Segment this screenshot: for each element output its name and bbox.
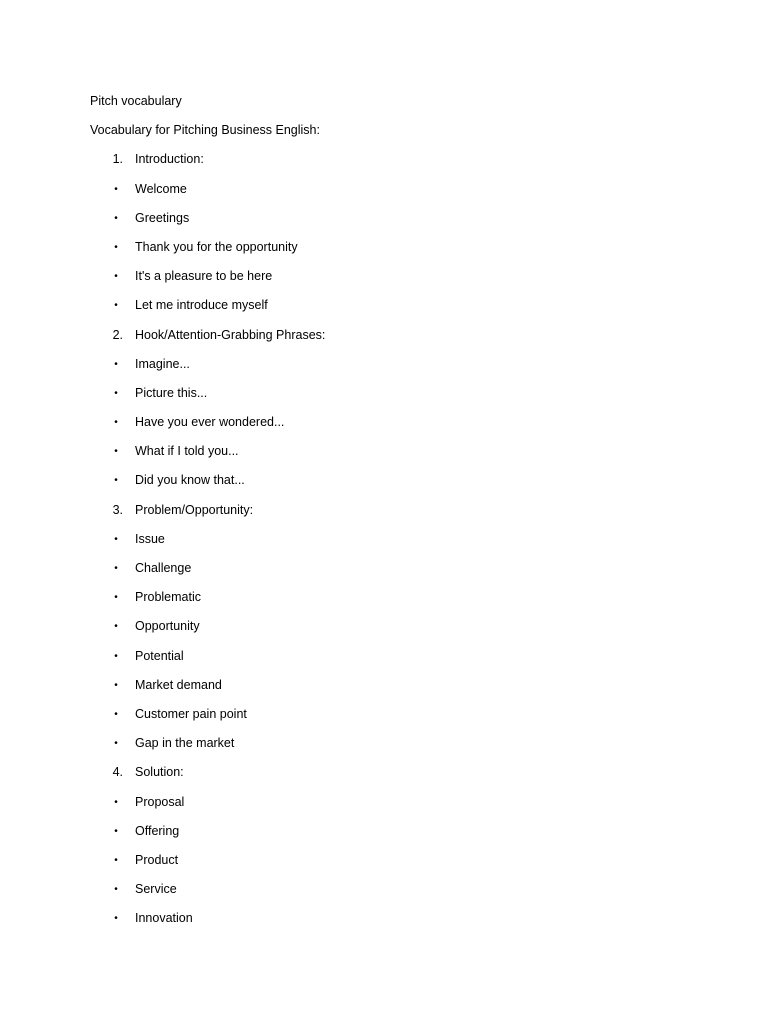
bullet-icon: • bbox=[114, 387, 118, 399]
bullet-icon: • bbox=[114, 475, 118, 487]
bullet-list-item bbox=[90, 617, 710, 636]
bullet-list-item bbox=[90, 530, 710, 549]
bullet-icon: • bbox=[114, 563, 118, 574]
list-item-text: Hook/Attention-Grabbing Phrases: bbox=[135, 327, 326, 342]
bullet-list-item bbox=[90, 180, 710, 199]
bullet-list-item bbox=[90, 880, 710, 899]
bullet-icon: • bbox=[114, 358, 118, 370]
list-item-text: Let me introduce myself bbox=[135, 298, 268, 313]
bullet-icon: • bbox=[114, 300, 118, 312]
bullet-list-item bbox=[90, 705, 710, 724]
numbered-list-item bbox=[90, 326, 710, 345]
bullet-icon: • bbox=[114, 650, 118, 662]
bullet-icon: • bbox=[114, 913, 118, 925]
bullet-list-item bbox=[90, 793, 710, 812]
bullet-icon: • bbox=[114, 708, 118, 720]
list-number: 1. bbox=[112, 152, 123, 167]
bullet-list-item bbox=[90, 851, 710, 870]
list-item-text: Potential bbox=[135, 648, 184, 663]
bullet-icon: • bbox=[114, 241, 118, 253]
bullet-list-item bbox=[90, 296, 710, 315]
bullet-list-item bbox=[90, 909, 710, 928]
bullet-list-item bbox=[90, 442, 710, 461]
list-item-text: Issue bbox=[135, 531, 165, 546]
list-number: 4. bbox=[112, 765, 123, 780]
list-item-text: Challenge bbox=[135, 561, 192, 575]
list-item-text: Proposal bbox=[135, 794, 185, 809]
document-subtitle: Vocabulary for Pitching Business English: bbox=[90, 123, 320, 138]
list-item-text: Have you ever wondered... bbox=[135, 415, 285, 430]
list-item-text: Problematic bbox=[135, 590, 201, 605]
bullet-icon: • bbox=[114, 417, 118, 429]
list-item-text: Gap in the market bbox=[135, 736, 235, 751]
list-item-text: Did you know that... bbox=[135, 473, 245, 488]
bullet-list-item bbox=[90, 734, 710, 753]
list-item-text: It's a pleasure to be here bbox=[135, 269, 273, 284]
bullet-icon: • bbox=[114, 533, 118, 545]
vocabulary-list bbox=[90, 150, 710, 928]
bullet-list-item bbox=[90, 647, 710, 666]
bullet-list-item bbox=[90, 559, 710, 578]
numbered-list-item bbox=[90, 501, 710, 520]
bullet-list-item bbox=[90, 355, 710, 374]
bullet-list-item bbox=[90, 209, 710, 228]
bullet-list-item bbox=[90, 676, 710, 695]
bullet-list-item bbox=[90, 588, 710, 607]
bullet-icon: • bbox=[114, 679, 118, 691]
document-title: Pitch vocabulary bbox=[90, 94, 182, 108]
bullet-icon: • bbox=[114, 738, 118, 750]
bullet-icon: • bbox=[114, 183, 118, 195]
bullet-list-item bbox=[90, 413, 710, 432]
bullet-list-item bbox=[90, 238, 710, 257]
bullet-icon: • bbox=[114, 825, 118, 837]
numbered-list-item bbox=[90, 150, 710, 169]
list-item-text: What if I told you... bbox=[135, 444, 239, 459]
bullet-list-item bbox=[90, 384, 710, 403]
list-item-text: Thank you for the opportunity bbox=[135, 239, 298, 254]
bullet-list-item bbox=[90, 471, 710, 490]
list-item-text: Problem/Opportunity: bbox=[135, 502, 254, 517]
bullet-icon: • bbox=[114, 271, 118, 283]
list-item-text: Market demand bbox=[135, 677, 222, 692]
bullet-icon: • bbox=[114, 621, 118, 633]
document-body bbox=[90, 92, 710, 938]
list-item-text: Solution: bbox=[135, 765, 184, 780]
bullet-icon: • bbox=[114, 854, 118, 866]
list-item-text: Product bbox=[135, 852, 179, 867]
list-item-text: Offering bbox=[135, 823, 180, 838]
bullet-list-item bbox=[90, 267, 710, 286]
bullet-icon: • bbox=[114, 446, 118, 458]
bullet-icon: • bbox=[114, 884, 118, 896]
list-item-text: Opportunity bbox=[135, 619, 200, 634]
bullet-icon: • bbox=[114, 796, 118, 808]
list-item-text: Greetings bbox=[135, 210, 190, 225]
list-number: 2. bbox=[112, 327, 123, 342]
list-item-text: Welcome bbox=[135, 181, 187, 196]
list-item-text: Imagine... bbox=[135, 356, 190, 371]
list-item-text: Service bbox=[135, 882, 177, 897]
list-number: 3. bbox=[112, 502, 123, 517]
numbered-list-item bbox=[90, 763, 710, 782]
list-item-text: Customer pain point bbox=[135, 706, 247, 721]
list-item-text: Innovation bbox=[135, 911, 193, 926]
list-item-text: Introduction: bbox=[135, 152, 204, 167]
list-item-text: Picture this... bbox=[135, 385, 208, 400]
bullet-list-item bbox=[90, 822, 710, 841]
bullet-icon: • bbox=[114, 592, 118, 604]
bullet-icon: • bbox=[114, 212, 118, 224]
